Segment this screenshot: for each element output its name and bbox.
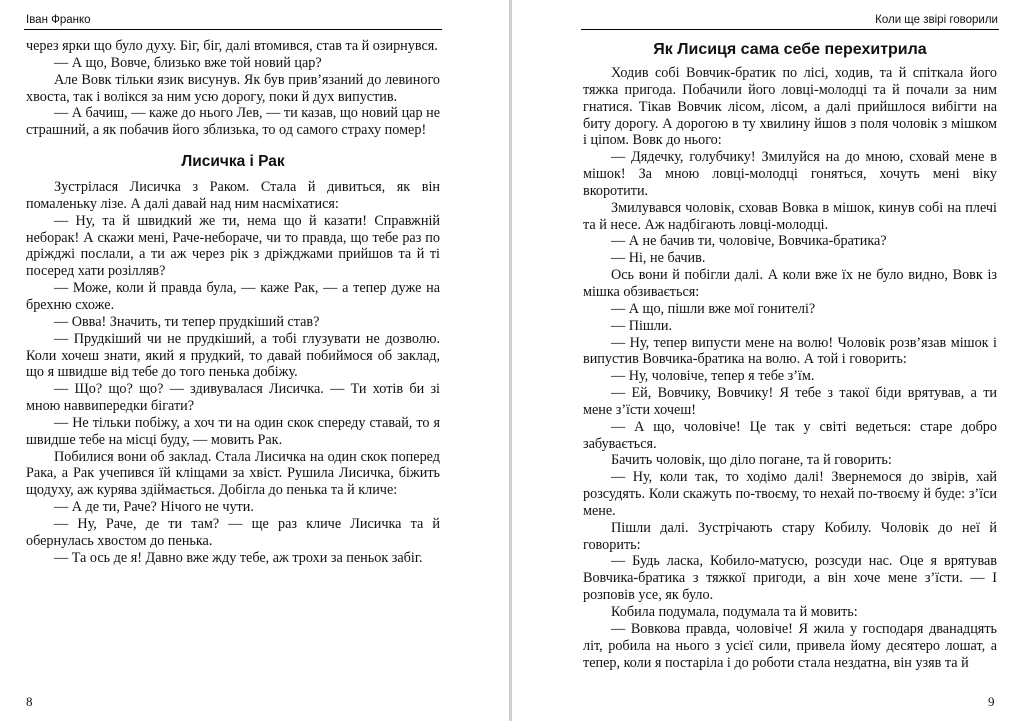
paragraph: — Вовкова правда, чоловіче! Я жила у господаря дванадцять літ, робила на нього з усієї сили, привела йому десятеро лошат, а тепер, коли я постаріла і до роботи стала нездатна, він узяв та й	[583, 620, 997, 671]
paragraph: Пішли далі. Зустрічають стару Кобилу. Чоловік до неї й говорить:	[583, 519, 997, 553]
page-number: 8	[26, 694, 33, 709]
running-header-author: Іван Франко	[26, 14, 91, 26]
paragraph: — Ну, тепер випусти мене на волю! Чоловік розв’язав мішок і випустив Вовчика-братика на волю. А той і говорить:	[583, 334, 997, 368]
paragraph: — Ні, не бачив.	[611, 250, 706, 267]
paragraph: Побилися вони об заклад. Стала Лисичка на один скок поперед Рака, а Рак учепився їй кліщами за хвіст. Рушила Лисичка, біжить щодуху, аж курява здіймається. Добігла до пенька та й кличе:	[26, 448, 440, 499]
paragraph: — А що, Вовче, близько вже той новий цар?	[54, 54, 322, 71]
left-page-body	[26, 38, 440, 566]
paragraph: — А що, чоловіче! Це так у світі ведеться: старе добро забувається.	[583, 418, 997, 452]
paragraph: — Овва! Значить, ти тепер прудкіший став?	[54, 313, 320, 330]
paragraph: — Ну, коли так, то ходімо далі! Звернемося до звірів, хай розсудять. Коли скажуть по-твоєму, то нехай по-твоєму й буде: з’їси мене.	[583, 469, 997, 519]
paragraph: — Прудкіший чи не прудкіший, а тобі глузувати не дозволю. Коли хочеш знати, який я прудкий, то давай побиймося об заклад, що я швидше від тебе до того пенька добіжу.	[26, 330, 440, 381]
paragraph: — Ну, та й швидкий же ти, нема що й казати! Справжній неборак! А скажи мені, Раче-небораче, чи то правда, що тебе раз по дріжджі послали, а ти аж через рік з дріжджами прийшов та й ті посеред хати розілляв?	[26, 212, 440, 280]
paragraph: Ходив собі Вовчик-братик по лісі, ходив, та й спіткала його тяжка пригода. Побачили його ловці-молодці та й почали за ним гнатися. Тікав Вовчик лісом, лісом, а далі прийшлося вибігти на биту дорогу. А дорогою в ту хвилину йшов з поля чоловік з мішком і ціпом. Вовк до нього:	[583, 65, 997, 149]
paragraph: Кобила подумала, подумала та й мовить:	[611, 604, 858, 620]
paragraph: Ось вони й побігли далі. А коли вже їх не було видно, Вовк із мішка обзивається:	[583, 267, 997, 300]
paragraph: — Не тільки побіжу, а хоч ти на один скок спереду ставай, то я швидше тебе на місці буду, — мовить Рак.	[26, 414, 440, 448]
paragraph: — А не бачив ти, чоловіче, Вовчика-братика?	[611, 233, 887, 250]
paragraph: — Що? що? що? — здивувалася Лисичка. — Ти хотів би зі мною наввипередки бігати?	[26, 381, 440, 415]
paragraph: Зустрілася Лисичка з Раком. Стала й дивиться, як він помаленьку лізе. А далі давай над ним насміхатися:	[26, 179, 440, 212]
paragraph: — Ну, Раче, де ти там? — ще раз кличе Лисичка та й обернулась хвостом до пенька.	[26, 515, 440, 549]
header-rule	[24, 29, 442, 30]
right-page	[512, 0, 1021, 721]
paragraph: Але Вовк тільки язик висунув. Як був прив’язаний до левиного хвоста, так і волікся за ним усю дорогу, поки й дух випустив.	[26, 71, 440, 105]
paragraph: через ярки що було духу. Біг, біг, далі втомився, став та й озирнувся.	[26, 38, 438, 54]
paragraph: — Ей, Вовчику, Вовчику! Я тебе з такої біди врятував, а ти мене з’їсти хочеш!	[583, 385, 997, 418]
paragraph: Бачить чоловік, що діло погане, та й говорить:	[611, 452, 892, 469]
paragraph: — Пішли.	[611, 317, 673, 334]
story-title: Лисичка і Рак	[181, 153, 285, 171]
paragraph: — А що, пішли вже мої гонителі?	[611, 300, 816, 317]
paragraph: — А де ти, Раче? Нічого не чути.	[54, 499, 254, 516]
paragraph: — Ну, чоловіче, тепер я тебе з’їм.	[611, 368, 815, 385]
paragraph: — А бачиш, — каже до нього Лев, — ти казав, що новий цар не страшний, а як побачив його зблизька, то од самого страху помер!	[26, 105, 440, 139]
right-page-body	[583, 36, 997, 671]
paragraph: — Може, коли й правда була, — каже Рак, — а тепер дуже на брехню схоже.	[26, 280, 440, 313]
left-page	[0, 0, 509, 721]
paragraph: — Будь ласка, Кобило-матусю, розсуди нас. Оце я врятував Вовчика-братика з тяжкої пригоди, а він хоче мене з’їсти. — І розповів усе, як було.	[583, 553, 997, 604]
paragraph: — Дядечку, голубчику! Змилуйся на до мною, сховай мене в мішок! За мною ловці-молодці гоняться, хочуть мені віку вкоротити.	[583, 149, 997, 199]
running-header-book-title: Коли ще звірі говорили	[875, 14, 998, 26]
paragraph: — Та ось де я! Давно вже жду тебе, аж трохи за пеньок забіг.	[54, 549, 423, 566]
paragraph: Змилувався чоловік, сховав Вовка в мішок, кинув собі на плечі та й несе. Аж надбігають ловці-молодці.	[583, 199, 997, 233]
header-rule	[581, 29, 999, 30]
story-title: Як Лисиця сама себе перехитрила	[653, 41, 927, 58]
page-number: 9	[988, 694, 995, 709]
